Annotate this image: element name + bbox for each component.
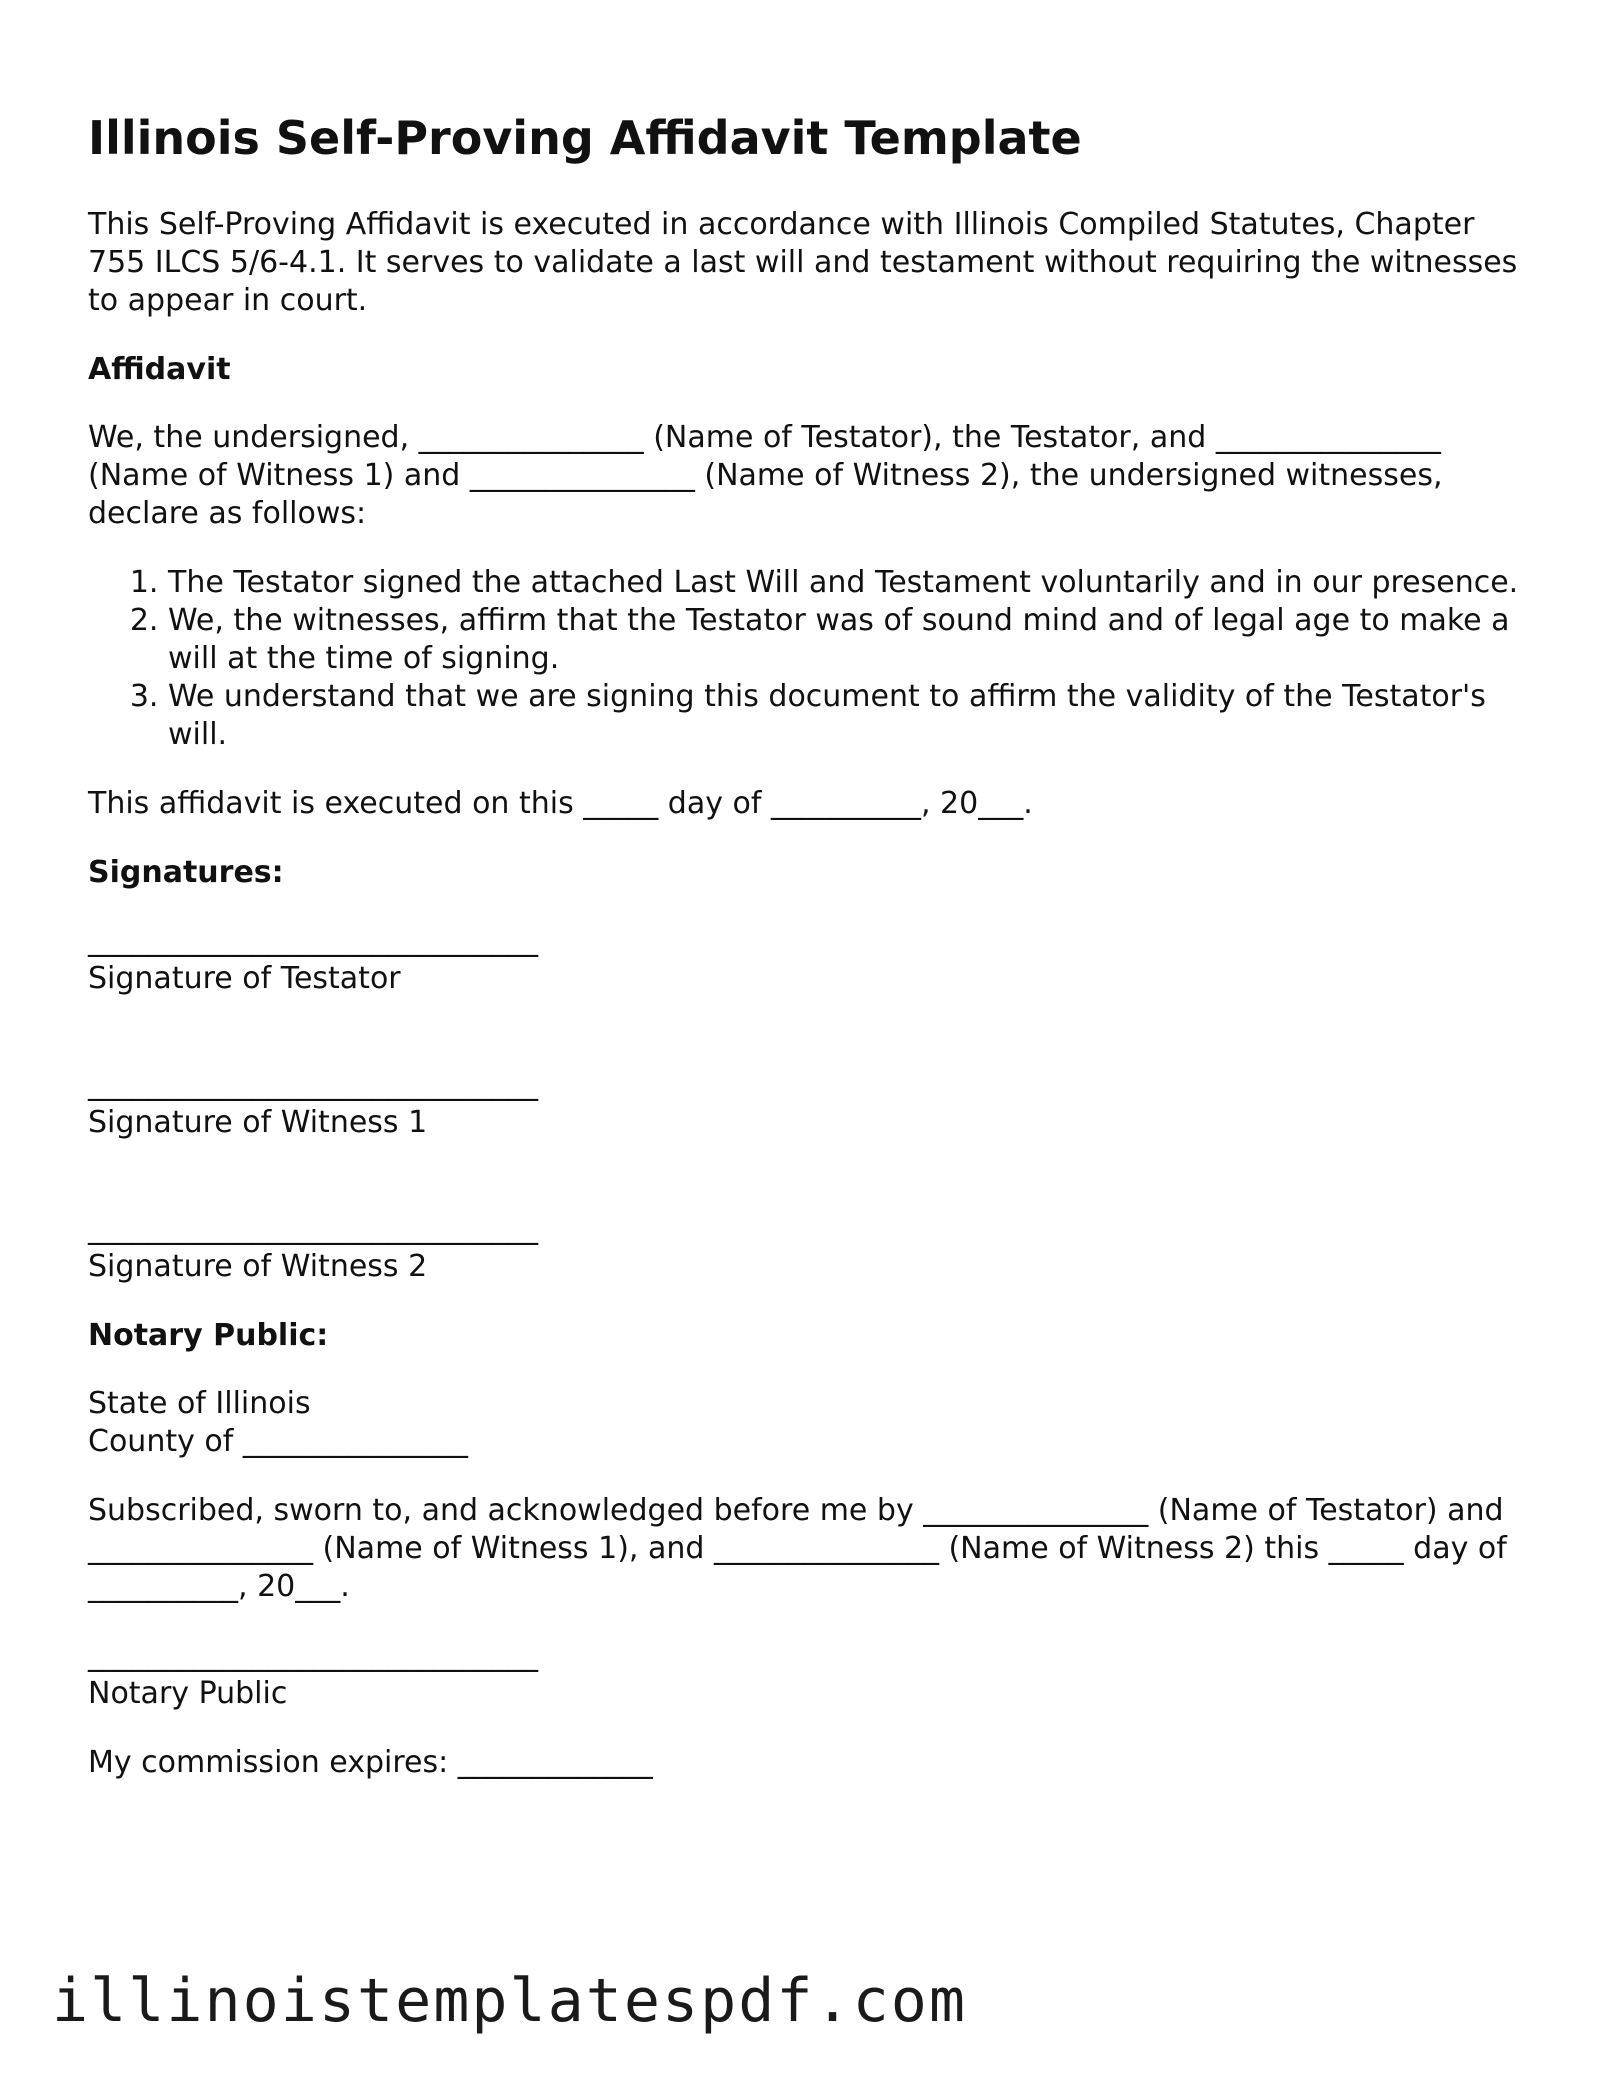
signature-label: Signature of Testator — [88, 961, 401, 996]
intro-paragraph: This Self-Proving Affidavit is executed in accordance with Illinois Compiled Statutes, Chapter 755 ILCS 5/6-4.1. It serves to validate a last will and testament without requiring the witnesses to appear in court. — [88, 207, 1518, 318]
notary-county: County of _______________ — [88, 1424, 468, 1459]
witness-1-signature — [88, 1066, 1528, 1142]
signature-label: Signature of Witness 1 — [88, 1105, 428, 1140]
site-watermark: illinoistemplatespdf.com — [52, 1966, 967, 2036]
witness-2-signature — [88, 1210, 1528, 1286]
notary-signature-label: Notary Public — [88, 1676, 288, 1711]
commission-line: My commission expires: _____________ — [88, 1745, 653, 1780]
statement-list — [88, 564, 1528, 754]
signature-line: ______________________________ — [88, 923, 538, 958]
document-page — [88, 108, 1528, 1813]
notary-heading: Notary Public: — [88, 1318, 329, 1353]
page-title: Illinois Self-Proving Affidavit Template — [88, 111, 1082, 165]
affidavit-heading: Affidavit — [88, 352, 231, 387]
notary-signature — [88, 1637, 1528, 1713]
signature-line: ______________________________ — [88, 1211, 538, 1246]
signature-line: ______________________________ — [88, 1638, 538, 1673]
signature-block — [88, 922, 1528, 1286]
signatures-heading: Signatures: — [88, 855, 284, 890]
signature-line: ______________________________ — [88, 1067, 538, 1102]
signature-label: Signature of Witness 2 — [88, 1249, 428, 1284]
testator-signature — [88, 922, 1528, 998]
statement-item: 1. The Testator signed the attached Last Will and Testament voluntarily and in our presence. — [168, 564, 1528, 602]
notary-statement: Subscribed, sworn to, and acknowledged before me by _______________ (Name of Testator) and _______________ (Name of Witness 1), and _______________ (Name of Witness 2) this _____ day of __________, 20___. — [88, 1493, 1507, 1604]
notary-venue — [88, 1385, 1528, 1461]
execution-line: This affidavit is executed on this _____ day of __________, 20___. — [88, 786, 1033, 821]
statement-item: 3. We understand that we are signing this document to affirm the validity of the Testator's will. — [168, 678, 1528, 754]
statement-item: 2. We, the witnesses, affirm that the Testator was of sound mind and of legal age to make a will at the time of signing. — [168, 602, 1528, 678]
notary-state: State of Illinois — [88, 1386, 311, 1421]
declaration-paragraph: We, the undersigned, _______________ (Name of Testator), the Testator, and _______________ (Name of Witness 1) and _______________ (Name of Witness 2), the undersigned witnesses, declare as follows: — [88, 420, 1443, 531]
